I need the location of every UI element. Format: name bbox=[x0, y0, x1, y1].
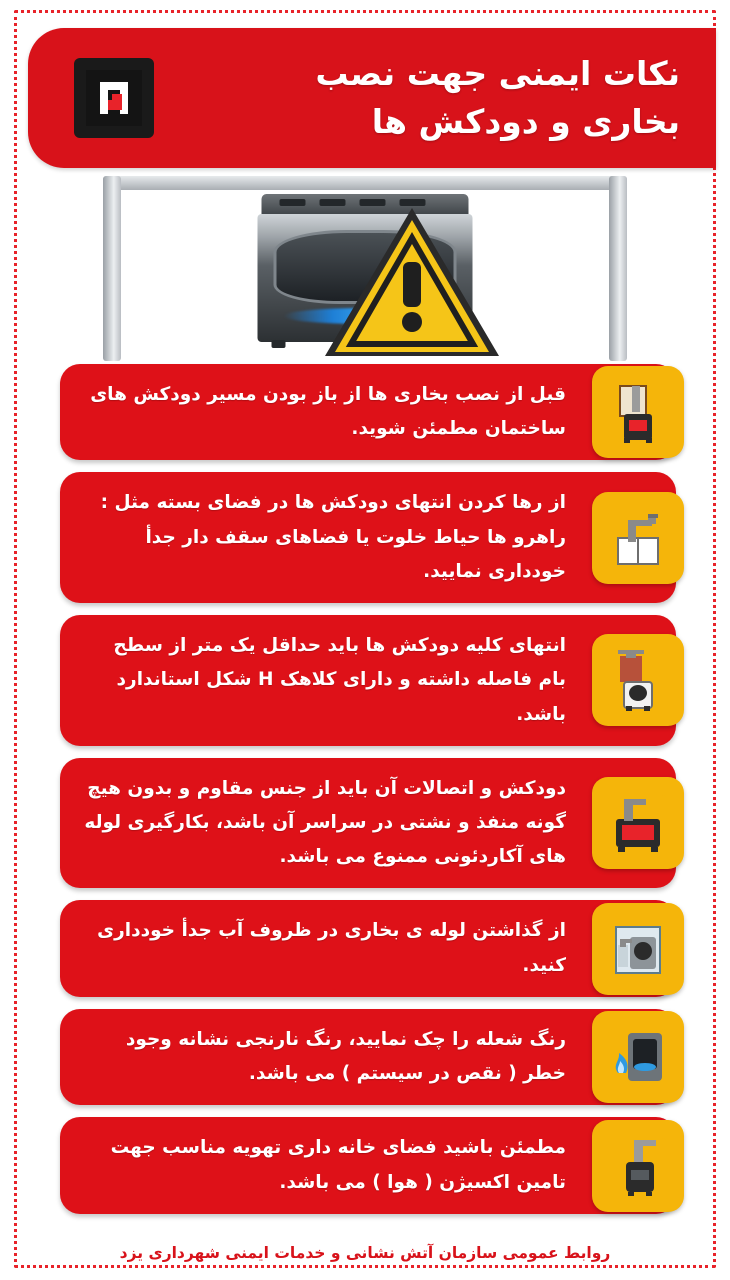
title-line-2: بخاری و دودکش ها bbox=[371, 102, 680, 141]
stove-pipe-joint-icon bbox=[592, 777, 684, 869]
tip-text: از رها کردن انتهای دودکش ها در فضای بسته مثل : راهرو ها حیاط خلوت یا فضاهای سقف دار جدأ خودداری نمایید. bbox=[100, 492, 566, 582]
list-item bbox=[60, 1009, 676, 1105]
wood-stove-chimney-icon bbox=[592, 366, 684, 458]
rooftop-chimney-cap-icon bbox=[592, 634, 684, 726]
hero-top-bar bbox=[103, 176, 627, 190]
hero-rail-left bbox=[103, 176, 121, 361]
tip-text: از گذاشتن لوله ی بخاری در ظروف آب جدأ خودداری کنید. bbox=[97, 920, 566, 976]
tip-text: دودکش و اتصالات آن باید از جنس مقاوم و بدون هیچ گونه منفذ و نشتی در سراسر آن باشد، بکارگیری لوله های آکاردئونی ممنوع می باشد. bbox=[84, 777, 566, 868]
list-item bbox=[60, 1117, 676, 1213]
tip-text: رنگ شعله را چک نمایید، رنگ نارنجی نشانه وجود خطر ( نقص در سیستم ) می باشد. bbox=[125, 1028, 566, 1085]
list-item bbox=[60, 364, 676, 460]
hero-rail-right bbox=[609, 176, 627, 361]
tips-list bbox=[60, 364, 676, 1226]
warning-triangle-icon bbox=[323, 204, 501, 360]
list-item bbox=[60, 615, 676, 746]
tip-text: قبل از نصب بخاری ها از باز بودن مسیر دودکش های ساختمان مطمئن شوید. bbox=[90, 384, 566, 440]
footer-credit: روابط عمومی سازمان آتش نشانی و خدمات ایمنی شهرداری یزد bbox=[119, 1244, 611, 1262]
title-line-1: نکات ایمنی جهت نصب bbox=[315, 54, 680, 94]
ventilation-stove-icon bbox=[592, 1120, 684, 1212]
tip-text: انتهای کلیه دودکش ها باید حداقل یک متر از سطح بام فاصله داشته و دارای کلاهک H شکل استاندارد باشد. bbox=[113, 635, 566, 725]
flame-color-check-icon bbox=[592, 1011, 684, 1103]
hero-illustration bbox=[95, 176, 635, 361]
organization-logo-icon bbox=[74, 58, 154, 138]
list-item bbox=[60, 900, 676, 996]
list-item bbox=[60, 472, 676, 603]
list-item bbox=[60, 758, 676, 889]
water-container-stove-icon bbox=[592, 903, 684, 995]
poster-header bbox=[28, 28, 716, 168]
chimney-outlet-icon bbox=[592, 492, 684, 584]
tip-text: مطمئن باشید فضای خانه داری تهویه مناسب جهت تامین اکسیژن ( هوا ) می باشد. bbox=[110, 1137, 566, 1193]
